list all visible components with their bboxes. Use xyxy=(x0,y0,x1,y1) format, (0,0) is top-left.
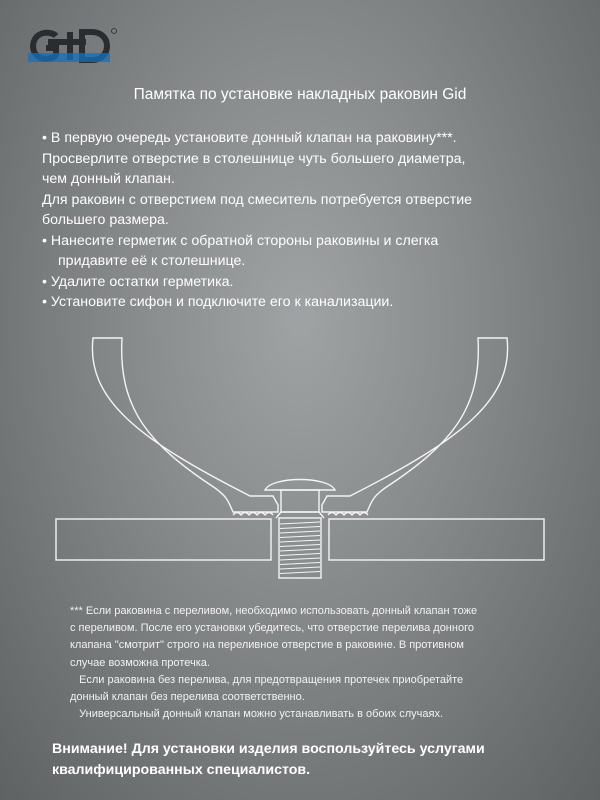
thread-line xyxy=(280,536,320,538)
instruction-line: • Установите сифон и подключите его к канализации. xyxy=(42,294,394,310)
thread-line xyxy=(280,563,320,565)
thread-line xyxy=(280,567,320,569)
thread-line xyxy=(280,554,320,556)
instruction-line: • Нанесите герметик с обратной стороны раковины и слегка xyxy=(42,232,439,249)
instruction-line: • Удалите остатки герметика. xyxy=(42,273,234,290)
thread-line xyxy=(280,549,320,551)
instructions xyxy=(42,128,582,313)
logo-water-band xyxy=(28,53,110,62)
registered-mark xyxy=(112,29,117,34)
page-title: Памятка по установке накладных раковин Gid xyxy=(133,86,467,103)
countertop xyxy=(56,519,544,560)
warning-line: Внимание! Для установки изделия воспользуйтесь услугами xyxy=(52,741,485,757)
gid-logo xyxy=(28,26,118,66)
thread-line xyxy=(280,540,320,542)
sealant xyxy=(233,513,368,516)
note-line: с переливом. После его установки убедитесь, что отверстие перелива донного xyxy=(70,622,474,635)
thread-line xyxy=(280,531,320,533)
note-line: донный клапан без перелива соответственно. xyxy=(70,691,305,704)
thread-line xyxy=(280,545,320,547)
note-line: случае возможна протечка. xyxy=(70,656,210,669)
warning-line: квалифицированных специалистов. xyxy=(52,762,311,778)
instruction-line: чем донный клапан. xyxy=(42,171,175,187)
note-line: клапана "смотрит" строго на переливное отверстие в раковине. В противном xyxy=(70,639,464,652)
note-line: Если раковина без перелива, для предотвращения протечек приобретайте xyxy=(70,673,464,686)
thread-line xyxy=(280,572,320,574)
instruction-line: • В первую очередь установите донный клапан на раковину***. xyxy=(42,130,457,146)
warning xyxy=(52,739,592,781)
instruction-line: придавите её к столешнице. xyxy=(58,253,246,269)
instruction-line: Просверлите отверстие в столешнице чуть большего диаметра, xyxy=(42,150,466,167)
logo-tagline-mark xyxy=(48,39,86,45)
instruction-line: Для раковин с отверстием под смеситель потребуется отверстие xyxy=(42,191,473,208)
sink-installation-diagram xyxy=(0,320,600,590)
footnote xyxy=(70,603,570,723)
sink-bowl xyxy=(92,338,507,512)
note-line: *** Если раковина с переливом, необходимо использовать донный клапан тоже xyxy=(70,605,478,617)
thread-line xyxy=(280,527,320,529)
note-line: Универсальный донный клапан можно устанавливать в обоих случаях. xyxy=(70,708,444,721)
thread-line xyxy=(280,522,320,524)
instruction-line: большего размера. xyxy=(42,212,169,228)
thread-line xyxy=(280,558,320,560)
drain-valve xyxy=(265,480,335,579)
